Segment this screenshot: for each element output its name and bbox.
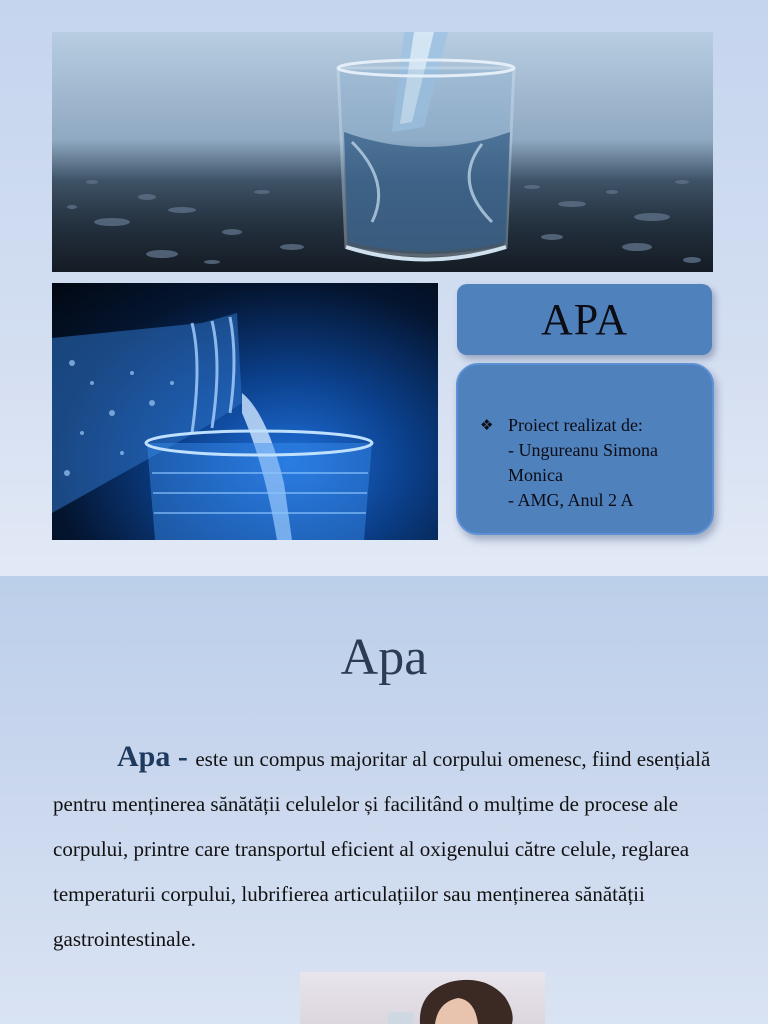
paragraph-body: este un compus majoritar al corpului omenesc, fiind esențială pentru menținerea sănătății celulelor și facilitând o mulțime de procese ale corpului, printre care transportul eficient al oxigenului către celule, reglarea temperaturii corpului, lubrifierea articulațiilor sau menținerea sănătății gastrointestinale. xyxy=(53,747,711,951)
woman-drinking-water-image xyxy=(300,972,545,1024)
slide-title: APA xyxy=(541,295,628,344)
glass-of-water-image xyxy=(52,32,713,272)
project-heading: Proiect realizat de: xyxy=(508,415,643,435)
description-paragraph xyxy=(53,734,733,962)
title-box xyxy=(457,284,712,355)
author-name-line-1: - Ungureanu Simona xyxy=(508,440,658,460)
diamond-bullet-icon: ❖ xyxy=(480,416,494,434)
project-heading-line xyxy=(480,413,698,438)
section-title: Apa xyxy=(340,629,428,686)
author-class-line: - AMG, Anul 2 A xyxy=(508,490,634,510)
slide-2 xyxy=(0,576,768,1024)
author-name-line-2: Monica xyxy=(508,465,563,485)
project-info-box xyxy=(456,363,714,535)
bottle-pouring-image xyxy=(52,283,438,540)
paragraph-lead: Apa - xyxy=(117,740,196,773)
